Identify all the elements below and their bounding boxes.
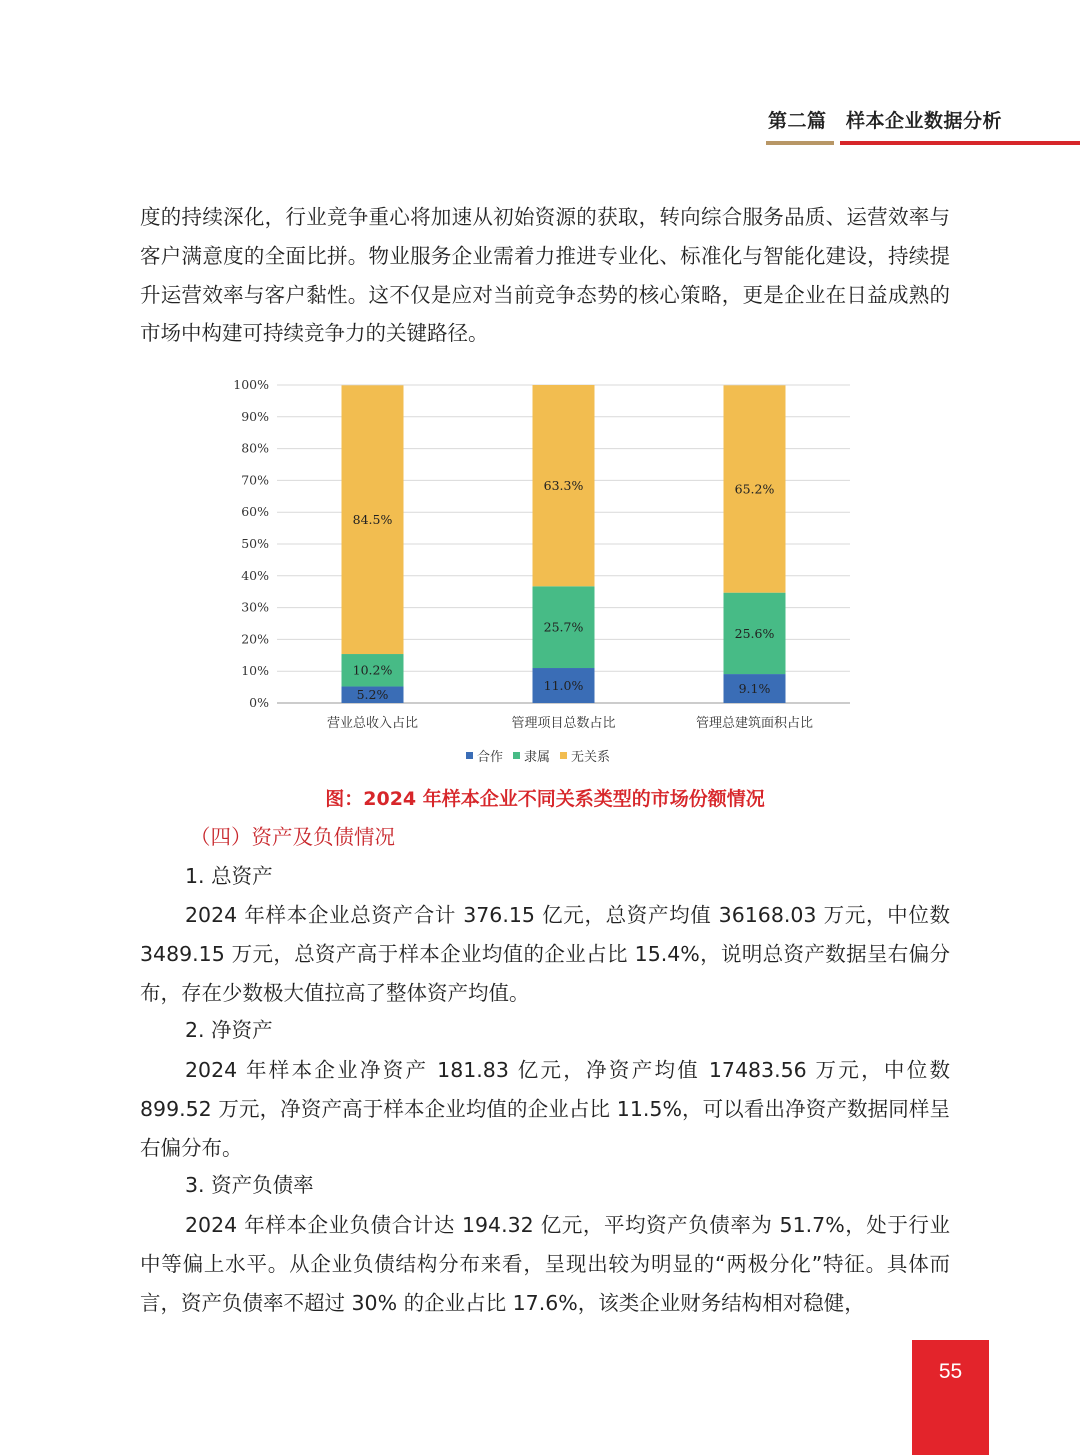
- category-label: 管理项目总数占比: [511, 716, 616, 731]
- paragraph-net-assets: 2024 年样本企业净资产 181.83 亿元，净资产均值 17483.56 万元，中位数 899.52 万元，净资产高于样本企业均值的企业占比 11.5%，可以看出净资产数据同样呈右偏分布。: [140, 1058, 950, 1160]
- legend-swatch: [560, 752, 567, 759]
- data-label: 25.6%: [734, 625, 775, 641]
- subheading-net-assets: 2. 净资产: [185, 1018, 273, 1042]
- y-tick-label: 90%: [241, 408, 269, 424]
- y-tick-label: 30%: [241, 599, 269, 615]
- y-tick-label: 0%: [249, 695, 269, 710]
- data-label: 65.2%: [734, 481, 775, 497]
- paragraph-total-assets: 2024 年样本企业总资产合计 376.15 亿元，总资产均值 36168.03 万元，中位数 3489.15 万元，总资产高于样本企业均值的企业占比 15.4%，说明总资产数据呈右偏分布，存在少数极大值拉高了整体资产均值。: [140, 903, 950, 1005]
- chart-legend: [466, 749, 610, 765]
- subheading-debt-ratio: 3. 资产负债率: [185, 1173, 314, 1197]
- category-label: 营业总收入占比: [326, 716, 419, 731]
- legend-swatch: [513, 752, 520, 759]
- subheading-total-assets: 1. 总资产: [185, 864, 273, 888]
- data-label: 11.0%: [543, 678, 584, 694]
- chart-y-ticks: [233, 377, 269, 710]
- legend-label: 无关系: [571, 750, 611, 765]
- data-label: 84.5%: [352, 512, 393, 528]
- chart-categories: [327, 715, 813, 731]
- category-label: 管理总建筑面积占比: [695, 716, 814, 731]
- y-tick-label: 10%: [241, 663, 269, 679]
- y-tick-label: 100%: [233, 377, 269, 392]
- y-tick-label: 70%: [241, 472, 269, 488]
- page-number: 55: [938, 1360, 963, 1383]
- paragraph-debt-ratio: 2024 年样本企业负债合计达 194.32 亿元，平均资产负债率为 51.7%，处于行业中等偏上水平。从企业负债结构分布来看，呈现出较为明显的“两极分化”特征。具体而言，资产负债率不超过 30% 的企业占比 17.6%，该类企业财务结构相对稳健，: [140, 1213, 950, 1315]
- header-rule-gold: [766, 141, 834, 145]
- section-header-title: 第二篇 样本企业数据分析: [768, 110, 1003, 132]
- y-tick-label: 40%: [241, 567, 269, 583]
- legend-label: 隶属: [524, 750, 551, 765]
- data-label: 5.2%: [356, 687, 389, 703]
- intro-paragraph: 度的持续深化，行业竞争重心将加速从初始资源的获取，转向综合服务品质、运营效率与客户满意度的全面比拼。物业服务企业需着力推进专业化、标准化与智能化建设，持续提升运营效率与客户黏性。这不仅是应对当前竞争态势的核心策略，更是企业在日益成熟的市场中构建可持续竞争力的关键路径。: [140, 205, 950, 346]
- header-rule-red: [840, 141, 1080, 145]
- data-label: 10.2%: [352, 662, 393, 678]
- data-label: 63.3%: [543, 478, 584, 494]
- data-label: 25.7%: [543, 619, 584, 635]
- chart-caption: 图：2024 年样本企业不同关系类型的市场份额情况: [325, 788, 765, 810]
- data-label: 9.1%: [738, 681, 771, 697]
- legend-label: 合作: [477, 750, 504, 765]
- section-heading-assets-liabilities: （四）资产及负债情况: [190, 825, 395, 849]
- y-tick-label: 60%: [241, 504, 269, 520]
- legend-swatch: [466, 752, 473, 759]
- y-tick-label: 50%: [241, 536, 269, 551]
- y-tick-label: 20%: [241, 631, 269, 647]
- page-number-box: [912, 1340, 989, 1455]
- stacked-bar-chart: [220, 370, 870, 775]
- y-tick-label: 80%: [241, 440, 269, 456]
